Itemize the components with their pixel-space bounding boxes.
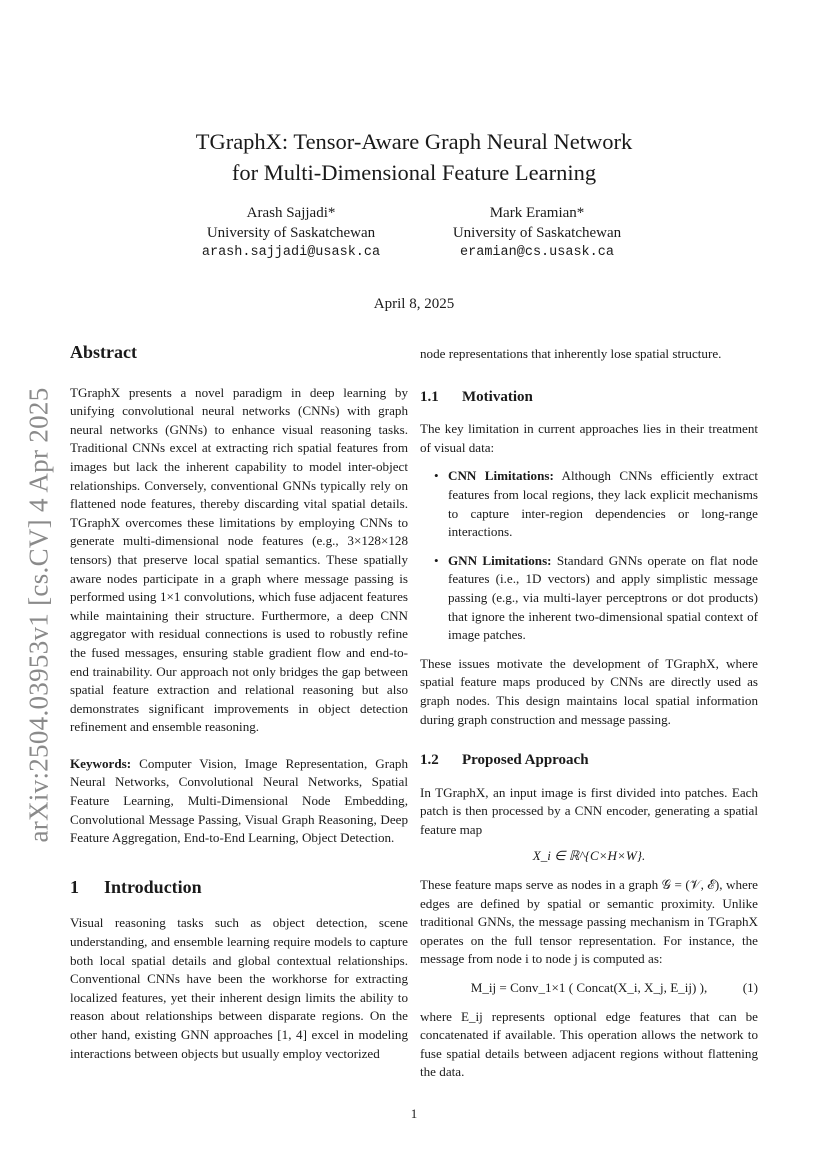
limitations-list	[420, 467, 758, 644]
subsection-number: 1.1	[420, 388, 439, 405]
author-name: Arash Sajjadi*	[246, 205, 336, 221]
author-1	[166, 203, 416, 263]
subsection-number: 1.2	[420, 752, 439, 769]
title-line-1: TGraphX: Tensor-Aware Graph Neural Network	[195, 129, 633, 154]
feature-map-formula: X_i ∈ ℝ^{C×H×W}.	[532, 848, 646, 864]
intro-heading	[70, 878, 408, 897]
title-line-2: for Multi-Dimensional Feature Learning	[231, 160, 597, 185]
author-email: arash.sajjadi@usask.ca	[201, 245, 381, 260]
motivation-lead: The key limitation in current approaches lies in their treatment of visual data:	[420, 421, 758, 455]
keywords-text: Computer Vision, Image Representation, Graph Neural Networks, Convolutional Neural Networks, Spatial Feature Learning, Multi-Dimensional Node Embedding, Convolutional Message Passing, Visual Graph Reasoning, Deep Feature Aggregation, End-to-End Learning, Object Detection.	[70, 755, 408, 846]
abstract-text: TGraphX presents a novel paradigm in deep learning by unifying convolutional neural networks (CNNs) with graph neural networks (GNNs) to enhance visual reasoning tasks. Traditional CNNs excel at extracting rich spatial features from images but lack the inherent capability to model inter-object relationships. Conversely, conventional GNNs typically rely on flattened node features, thereby discarding vital spatial details. TGraphX overcomes these limitations by employing CNNs to generate multi-dimensional node features (e.g., 3×128×128 tensors) that preserve local spatial semantics. These spatially aware nodes participate in a graph where message passing is performed using 1×1 convolutions, which fuse adjacent features while maintaining their structure. Furthermore, a deep CNN aggregator with residual connections is used to robustly refine the fused messages, ensuring stable gradient flow and end-to-end trainability. Our approach not only bridges the gap between spatial feature extraction and relational reasoning but also demonstrates significant improvements in object detection refinement and ensemble reasoning.	[70, 384, 408, 735]
abstract-heading: Abstract	[70, 342, 137, 362]
section-number: 1	[70, 876, 79, 897]
paper-date: April 8, 2025	[373, 296, 455, 312]
list-item	[420, 467, 758, 541]
page-number: 1	[410, 1106, 418, 1121]
intro-text: Visual reasoning tasks such as object detection, scene understanding, and ensemble learning require models to capture both local spatial details and global contextual relationships. Conventional CNNs have been the workhorse for extracting localized features, yet their inherent design limits the ability to reason about relationships between disparate regions. On the other hand, existing GNN approaches [1, 4] excel in modeling interactions between objects but usually employ vectorized	[70, 915, 408, 1061]
subsection-title: Proposed Approach	[462, 752, 589, 769]
arxiv-identifier: arXiv:2504.03953v1 [cs.CV] 4 Apr 2025	[23, 387, 54, 843]
approach-paragraph-3: where E_ij represents optional edge features that can be concatenated if available. This operation allows the network to fuse spatial details between adjacent regions without flattening the data.	[420, 1008, 758, 1080]
bullet-text: Although CNNs efficiently extract features from local regions, they lack explicit mechanisms to capture inter-region dependencies or long-range interactions.	[448, 468, 758, 540]
bullet-text: Standard GNNs operate on flat node features (i.e., 1D vectors) and apply simplistic message passing (e.g., via multi-layer perceptrons or dot products) that ignore the inherent two-dimensional spatial context of image patches.	[448, 552, 758, 643]
author-affiliation: University of Saskatchewan	[206, 225, 376, 241]
keywords	[70, 755, 408, 848]
approach-paragraph-1: In TGraphX, an input image is first divided into patches. Each patch is then processed by a CNN encoder, generating a spatial feature map	[420, 784, 758, 837]
approach-paragraph-2: These feature maps serve as nodes in a graph 𝒢 = (𝒱, ℰ), where edges are defined by spatial or semantic proximity. Unlike traditional GNNs, the message passing mechanism in TGraphX operates on the full tensor representation. For instance, the message from node i to node j is computed as:	[420, 877, 758, 967]
subsection-title: Motivation	[462, 388, 533, 405]
bullet-icon: •	[434, 468, 439, 484]
author-affiliation: University of Saskatchewan	[452, 225, 622, 241]
left-column	[70, 343, 408, 1063]
approach-heading	[420, 751, 758, 770]
bullet-label: CNN Limitations:	[448, 468, 554, 484]
arxiv-sidebar	[16, 360, 62, 870]
equation-number: (1)	[742, 980, 758, 996]
paper-header	[0, 126, 828, 188]
author-2	[412, 203, 662, 263]
list-item	[420, 552, 758, 645]
section-title: Introduction	[104, 876, 202, 897]
author-email: eramian@cs.usask.ca	[460, 245, 614, 260]
bullet-icon: •	[434, 552, 439, 568]
equation-1	[420, 979, 758, 998]
right-column	[420, 345, 758, 1082]
bullet-label: GNN Limitations:	[448, 552, 552, 568]
motivation-closing: These issues motivate the development of TGraphX, where spatial feature maps produced by CNNs are directly used as graph nodes. This design maintains local spatial information during graph construction and message passing.	[420, 655, 758, 727]
paper-title	[0, 126, 828, 188]
motivation-heading	[420, 388, 758, 407]
equation-body: M_ij = Conv_1×1 ( Concat(X_i, X_j, E_ij) ),	[470, 980, 708, 996]
keywords-label: Keywords:	[70, 755, 132, 771]
author-name: Mark Eramian*	[489, 205, 585, 221]
intro-continuation: node representations that inherently lose spatial structure.	[420, 346, 722, 361]
